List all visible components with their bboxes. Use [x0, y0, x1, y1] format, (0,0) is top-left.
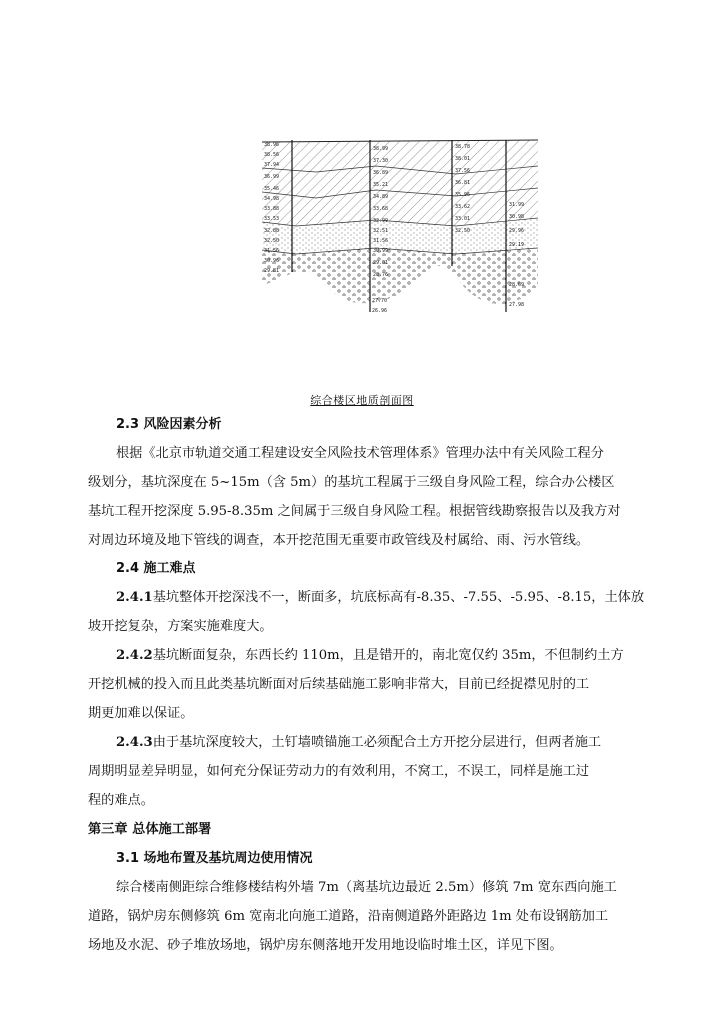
label-l5: 34.98: [264, 196, 280, 202]
label-r8: 31.99: [509, 202, 525, 208]
figure-caption: 综合楼区地质剖面图: [310, 394, 414, 407]
text-2-4-3: 由于基坑深度较大，土钉墙喷锚施工必须配合土方开挖分层进行，但两者施工: [152, 735, 602, 750]
label-m10: 29.01: [373, 260, 389, 266]
text-2-4-1: 基坑整体开挖深浅不一，断面多，坑底标高有-8.35、-7.55、-5.95、-8.15，土体放: [152, 590, 645, 605]
label-r10: 29.96: [509, 228, 525, 234]
heading-3-1: 3.1 场地布置及基坑周边使用情况: [116, 851, 313, 866]
label-b1: 26.96: [372, 308, 388, 314]
label-b0: 27.70: [372, 298, 388, 304]
para-3-1-line-2: 道路，锅炉房东侧修筑 6m 宽南北向施工道路，沿南侧道路外距路边 1m 处布设钢筋加工: [88, 909, 609, 924]
label-l8: 32.88: [264, 228, 280, 234]
label-r6: 33.01: [455, 216, 471, 222]
label-l6: 33.88: [264, 206, 280, 212]
label-m1: 37.30: [373, 158, 389, 164]
label-m7: 32.51: [373, 228, 389, 234]
para-2-4-2-line-2: 开挖机械的投入而且此类基坑断面对后续基础施工影响非常大，目前已经捉襟见肘的工: [88, 677, 590, 692]
num-2-4-3: 2.4.3: [116, 735, 153, 750]
label-r2: 37.56: [455, 168, 471, 174]
label-m11: 28.76: [373, 272, 389, 278]
heading-2-4: 2.4 施工难点: [116, 561, 196, 576]
para-3-1-line-1: 综合楼南侧距综合维修楼结构外墙 7m（离基坑边最近 2.5m）修筑 7m 宽东西向施工: [116, 880, 617, 895]
label-l3: 36.99: [264, 174, 280, 180]
para-2-4-3-line-2: 周期明显差异明显，如何充分保证劳动力的有效利用，不窝工，不误工，同样是施工过: [88, 764, 590, 779]
num-2-4-1: 2.4.1: [116, 590, 153, 605]
label-l11: 30.96: [264, 258, 280, 264]
para-2-3-line-3: 基坑工程开挖深度 5.95-8.35m 之间属于三级自身风险工程。根据管线勘察报告以及我方对: [88, 504, 621, 519]
label-r13: 27.98: [509, 302, 525, 308]
label-r5: 33.62: [455, 204, 471, 210]
label-l12: 29.81: [264, 268, 280, 274]
label-l1: 38.56: [264, 152, 280, 158]
label-r12: 28.69: [509, 282, 525, 288]
para-2-4-3-line-3: 程的难点。: [88, 793, 154, 808]
label-m2: 36.89: [373, 170, 389, 176]
heading-2-3: 2.3 风险因素分析: [116, 417, 222, 432]
body-text: [88, 0, 660, 1024]
label-m6: 32.99: [373, 218, 389, 224]
label-l0: 38.96: [264, 142, 280, 148]
para-2-4-3-line-1: [116, 731, 601, 750]
para-2-4-2-line-3: 期更加难以保证。: [88, 706, 194, 721]
label-l10: 31.56: [264, 248, 280, 254]
para-2-4-2-line-1: [116, 644, 624, 663]
label-r3: 36.81: [455, 180, 471, 186]
para-2-4-1-line-2: 坡开挖复杂，方案实施难度大。: [88, 619, 273, 634]
para-2-3-line-4: 对周边环境及地下管线的调查，本开挖范围无重要市政管线及村属给、雨、污水管线。: [88, 533, 590, 548]
label-r11: 29.19: [509, 242, 525, 248]
label-m9: 30.99: [373, 248, 389, 254]
label-m0: 38.99: [373, 146, 389, 152]
text-2-4-2: 基坑断面复杂，东西长约 110m，且是错开的，南北宽仅约 35m，不但制约土方: [152, 648, 624, 663]
label-r0: 38.78: [455, 144, 471, 150]
para-3-1-line-3: 场地及水泥、砂子堆放场地，锅炉房东侧落地开发用地设临时堆土区，详见下图。: [88, 938, 563, 953]
chapter-3-title: 第三章 总体施工部署: [88, 822, 212, 837]
para-2-3-line-2: 级划分，基坑深度在 5~15m（含 5m）的基坑工程属于三级自身风险工程，综合办公楼区: [88, 475, 615, 490]
label-l9: 32.50: [264, 238, 280, 244]
label-l7: 33.53: [264, 216, 280, 222]
label-m3: 35.21: [373, 182, 389, 188]
label-m4: 34.89: [373, 194, 389, 200]
para-2-4-1-line-1: [116, 586, 644, 605]
para-2-3-line-1: 根据《北京市轨道交通工程建设安全风险技术管理体系》管理办法中有关风险工程分: [116, 446, 604, 461]
label-l4: 35.46: [264, 186, 280, 192]
label-l2: 37.94: [264, 162, 280, 168]
label-r4: 35.96: [455, 192, 471, 198]
num-2-4-2: 2.4.2: [116, 648, 153, 663]
label-m5: 33.68: [373, 206, 389, 212]
label-r1: 38.01: [455, 156, 471, 162]
label-r7: 32.50: [455, 228, 471, 234]
label-r9: 30.98: [509, 214, 525, 220]
label-m8: 31.56: [373, 238, 389, 244]
